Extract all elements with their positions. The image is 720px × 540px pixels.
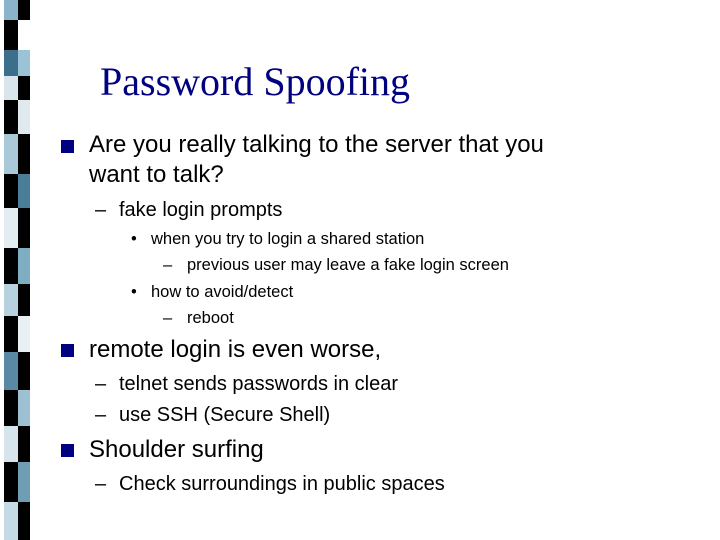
decorative-stripe <box>0 0 36 540</box>
level4-previous-user: previous user may leave a fake login screen <box>187 256 509 274</box>
slide-title: Password Spoofing <box>100 59 411 104</box>
dash-icon: – <box>95 473 107 495</box>
dot-icon: • <box>131 283 137 301</box>
dash-icon: – <box>95 404 107 426</box>
dash-icon: – <box>163 309 173 327</box>
sub-sub-bullet-shared-station: when you try to login a shared station <box>151 230 425 248</box>
sub-sub-bullet-avoid-detect: how to avoid/detect <box>151 283 294 301</box>
dash-icon: – <box>95 373 107 395</box>
dash-icon: – <box>163 256 173 274</box>
bullet-3-text: Shoulder surfing <box>89 436 264 463</box>
bullet-1-line-2: want to talk? <box>89 161 224 188</box>
square-bullet-icon <box>61 140 74 153</box>
square-bullet-icon <box>61 444 74 457</box>
bullet-1-line-1: Are you really talking to the server that you <box>89 131 544 158</box>
bullet-2-text: remote login is even worse, <box>89 336 382 363</box>
dot-icon: • <box>131 230 137 248</box>
sub-bullet-surroundings: Check surroundings in public spaces <box>119 473 445 495</box>
dash-icon: – <box>95 199 107 221</box>
sub-bullet-ssh: use SSH (Secure Shell) <box>119 404 331 426</box>
sub-bullet-fake-login: fake login prompts <box>119 199 283 221</box>
level4-reboot: reboot <box>187 309 234 327</box>
sub-bullet-telnet: telnet sends passwords in clear <box>119 373 399 395</box>
square-bullet-icon <box>61 344 74 357</box>
